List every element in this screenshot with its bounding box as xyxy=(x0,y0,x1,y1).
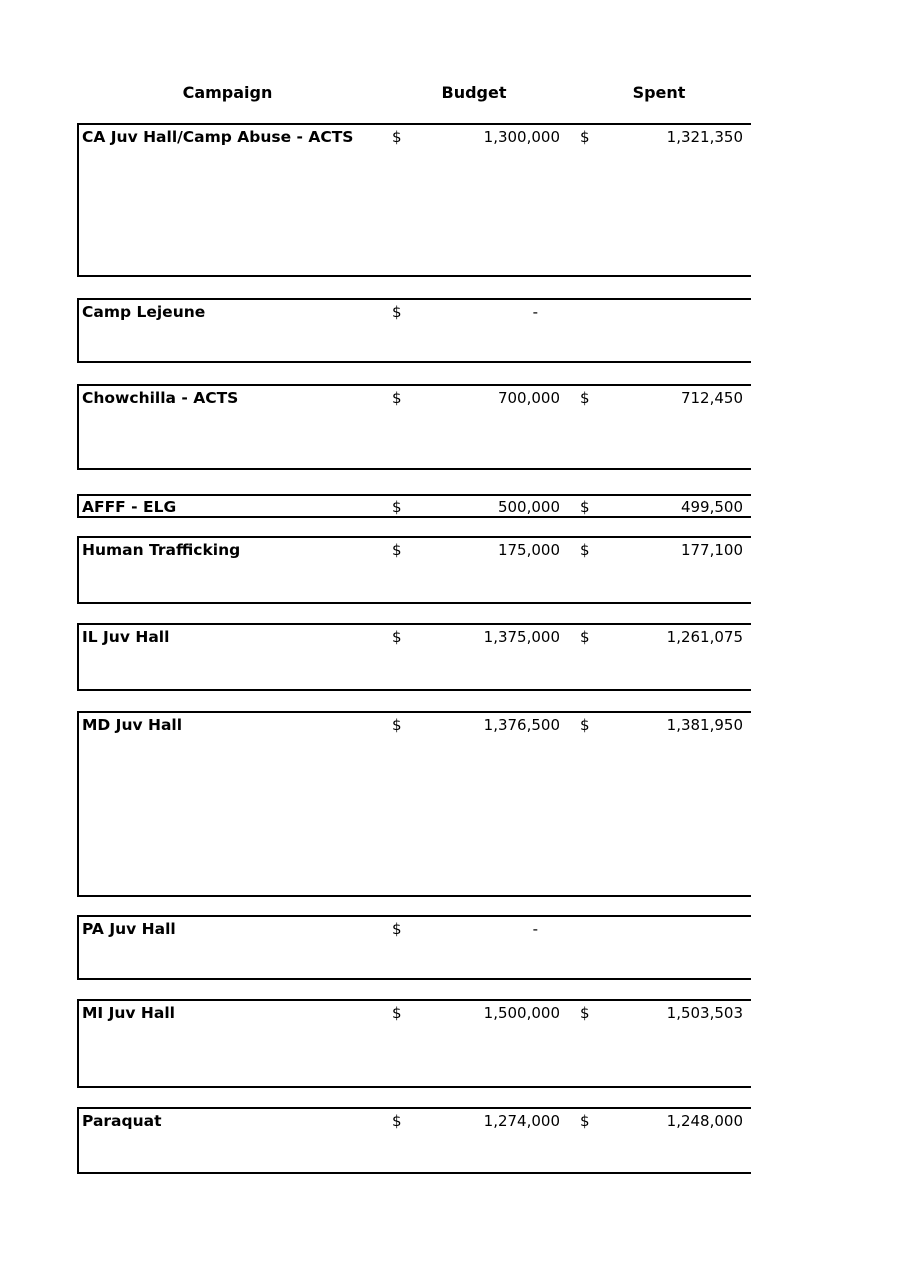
campaign-name: Human Trafficking xyxy=(82,541,241,559)
budget-currency: $ xyxy=(392,303,402,321)
budget-value: - xyxy=(532,920,538,938)
budget-currency: $ xyxy=(392,498,402,516)
table-row-ca-juv-hall xyxy=(77,123,751,277)
spent-value: 1,248,000 xyxy=(666,1112,743,1130)
table-row-human-trafficking xyxy=(77,536,751,604)
spent-value: 177,100 xyxy=(680,541,743,559)
budget-value: 700,000 xyxy=(497,389,560,407)
budget-currency: $ xyxy=(392,1004,402,1022)
spent-currency: $ xyxy=(580,389,590,407)
spent-value: 499,500 xyxy=(680,498,743,516)
spent-currency: $ xyxy=(580,498,590,516)
budget-value: 1,376,500 xyxy=(483,716,560,734)
campaign-name: Camp Lejeune xyxy=(82,303,206,321)
campaign-name: PA Juv Hall xyxy=(82,920,176,938)
budget-currency: $ xyxy=(392,389,402,407)
spent-currency: $ xyxy=(580,1112,590,1130)
spent-currency: $ xyxy=(580,1004,590,1022)
campaign-name: AFFF - ELG xyxy=(82,498,177,516)
spent-currency: $ xyxy=(580,628,590,646)
budget-currency: $ xyxy=(392,541,402,559)
spent-value: 1,381,950 xyxy=(666,716,743,734)
campaign-name: Chowchilla - ACTS xyxy=(82,389,239,407)
table-row-chowchilla xyxy=(77,384,751,470)
budget-currency: $ xyxy=(392,716,402,734)
budget-value: 1,274,000 xyxy=(483,1112,560,1130)
table-row-mi-juv-hall xyxy=(77,999,751,1088)
budget-value: 175,000 xyxy=(497,541,560,559)
budget-value: 500,000 xyxy=(497,498,560,516)
column-header-budget: Budget xyxy=(441,83,507,102)
budget-currency: $ xyxy=(392,628,402,646)
campaign-name: Paraquat xyxy=(82,1112,162,1130)
spent-currency: $ xyxy=(580,128,590,146)
budget-currency: $ xyxy=(392,920,402,938)
spent-value: 1,261,075 xyxy=(666,628,743,646)
column-header-spent: Spent xyxy=(632,83,686,102)
table-row-paraquat xyxy=(77,1107,751,1174)
spent-value: 1,321,350 xyxy=(666,128,743,146)
column-header-campaign: Campaign xyxy=(182,83,273,102)
budget-value: 1,300,000 xyxy=(483,128,560,146)
table-row-pa-juv-hall xyxy=(77,915,751,980)
spent-value: 712,450 xyxy=(680,389,743,407)
spent-currency: $ xyxy=(580,716,590,734)
budget-currency: $ xyxy=(392,1112,402,1130)
table-row-afff-elg xyxy=(77,494,751,518)
campaign-name: MI Juv Hall xyxy=(82,1004,175,1022)
spent-value: 1,503,503 xyxy=(666,1004,743,1022)
budget-value: 1,375,000 xyxy=(483,628,560,646)
table-row-il-juv-hall xyxy=(77,623,751,691)
budget-currency: $ xyxy=(392,128,402,146)
table-row-camp-lejeune xyxy=(77,298,751,363)
spent-currency: $ xyxy=(580,541,590,559)
campaign-name: IL Juv Hall xyxy=(82,628,170,646)
campaign-name: CA Juv Hall/Camp Abuse - ACTS xyxy=(82,128,354,146)
table-row-md-juv-hall xyxy=(77,711,751,897)
budget-value: 1,500,000 xyxy=(483,1004,560,1022)
budget-value: - xyxy=(532,303,538,321)
campaign-name: MD Juv Hall xyxy=(82,716,183,734)
